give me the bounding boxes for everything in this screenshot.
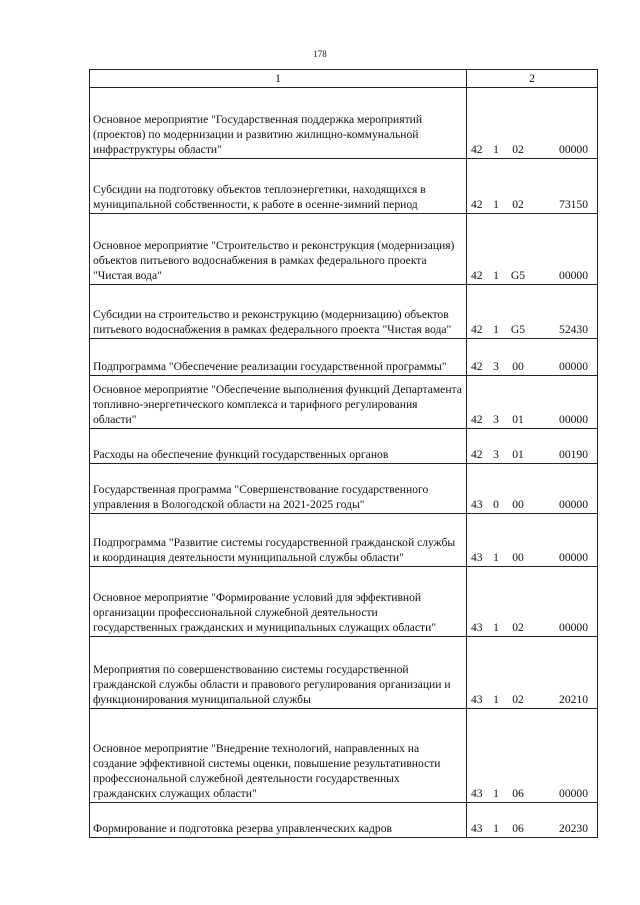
code-program: 43 xyxy=(471,787,483,800)
code-subprogram: 3 xyxy=(493,360,499,373)
row-code xyxy=(467,709,598,803)
code-event: 02 xyxy=(512,693,524,706)
row-description: Подпрограмма "Обеспечение реализации государственной программы" xyxy=(90,339,467,376)
code-program: 42 xyxy=(471,360,483,373)
code-direction: 00000 xyxy=(559,413,588,426)
code-direction: 00190 xyxy=(559,448,588,461)
code-event: 02 xyxy=(512,621,524,634)
code-program: 42 xyxy=(471,323,483,336)
row-code xyxy=(467,88,598,159)
code-subprogram: 3 xyxy=(493,448,499,461)
code-event: G5 xyxy=(510,323,526,336)
row-code xyxy=(467,159,598,214)
code-event: 06 xyxy=(512,787,524,800)
code-event: 00 xyxy=(512,498,524,511)
row-code xyxy=(467,514,598,567)
row-code xyxy=(467,803,598,838)
row-description: Основное мероприятие "Формирование условий для эффективной организации профессиональной служебной деятельности государственных гражданских и муниципальных служащих области" xyxy=(90,567,467,637)
code-program: 42 xyxy=(471,198,483,211)
row-description: Субсидии на строительство и реконструкцию (модернизацию) объектов питьевого водоснабжения в рамках федерального проекта "Чистая вода" xyxy=(90,285,467,339)
code-direction: 73150 xyxy=(559,198,588,211)
row-description: Основное мероприятие "Обеспечение выполнения функций Департамента топливно-энергетического комплекса и тарифного регулирования области" xyxy=(90,376,467,429)
row-code xyxy=(467,464,598,514)
code-subprogram: 1 xyxy=(493,822,499,835)
code-event: 01 xyxy=(512,413,524,426)
code-direction: 00000 xyxy=(559,621,588,634)
code-direction: 52430 xyxy=(559,323,588,336)
row-description: Мероприятия по совершенствованию системы государственной гражданской службы области и правового регулирования организации и функционирования муниципальной службы xyxy=(90,637,467,709)
code-program: 42 xyxy=(471,448,483,461)
code-program: 43 xyxy=(471,621,483,634)
code-direction: 20210 xyxy=(559,693,588,706)
table-row xyxy=(90,709,598,803)
row-code xyxy=(467,376,598,429)
code-direction: 00000 xyxy=(559,787,588,800)
table-row xyxy=(90,567,598,637)
row-description: Основное мероприятие "Строительство и реконструкция (модернизация) объектов питьевого водоснабжения в рамках федерального проекта "Чистая вода" xyxy=(90,214,467,285)
code-program: 43 xyxy=(471,822,483,835)
row-description: Подпрограмма "Развитие системы государственной гражданской службы и координация деятельности муниципальной службы области" xyxy=(90,514,467,567)
table-row xyxy=(90,159,598,214)
table-row xyxy=(90,429,598,464)
code-program: 43 xyxy=(471,498,483,511)
table-row xyxy=(90,88,598,159)
budget-table xyxy=(89,69,598,838)
row-description: Основное мероприятие "Внедрение технологий, направленных на создание эффективной системы оценки, повышение результативности профессиональной служебной деятельности государственных гражданских служащих области" xyxy=(90,709,467,803)
code-direction: 00000 xyxy=(559,143,588,156)
row-description: Формирование и подготовка резерва управленческих кадров xyxy=(90,803,467,838)
code-subprogram: 1 xyxy=(493,269,499,282)
row-description: Государственная программа "Совершенствование государственного управления в Вологодской области на 2021-2025 годы" xyxy=(90,464,467,514)
row-code xyxy=(467,339,598,376)
code-subprogram: 1 xyxy=(493,143,499,156)
table-row xyxy=(90,637,598,709)
code-direction: 00000 xyxy=(559,551,588,564)
code-event: 00 xyxy=(512,551,524,564)
code-event: 01 xyxy=(512,448,524,461)
code-subprogram: 1 xyxy=(493,198,499,211)
code-program: 42 xyxy=(471,143,483,156)
code-event: 02 xyxy=(512,143,524,156)
code-program: 43 xyxy=(471,693,483,706)
page-number: 178 xyxy=(313,49,327,59)
code-subprogram: 1 xyxy=(493,323,499,336)
table-row xyxy=(90,214,598,285)
row-code xyxy=(467,429,598,464)
table-row xyxy=(90,514,598,567)
row-description: Расходы на обеспечение функций государственных органов xyxy=(90,429,467,464)
code-direction: 00000 xyxy=(559,360,588,373)
table-row xyxy=(90,464,598,514)
code-program: 42 xyxy=(471,413,483,426)
code-direction: 00000 xyxy=(559,498,588,511)
code-subprogram: 1 xyxy=(493,621,499,634)
row-description: Основное мероприятие "Государственная поддержка мероприятий (проектов) по модернизации и развитию жилищно-коммунальной инфраструктуры области" xyxy=(90,88,467,159)
code-event: 00 xyxy=(512,360,524,373)
row-code xyxy=(467,214,598,285)
code-event: 06 xyxy=(512,822,524,835)
table-row xyxy=(90,803,598,838)
table-row xyxy=(90,285,598,339)
row-code xyxy=(467,637,598,709)
header-col-2: 2 xyxy=(467,70,598,88)
code-subprogram: 1 xyxy=(493,787,499,800)
table-row xyxy=(90,376,598,429)
code-program: 42 xyxy=(471,269,483,282)
table-row xyxy=(90,339,598,376)
row-code xyxy=(467,285,598,339)
code-direction: 20230 xyxy=(559,822,588,835)
code-subprogram: 3 xyxy=(493,413,499,426)
code-event: 02 xyxy=(512,198,524,211)
header-col-1: 1 xyxy=(90,70,467,88)
code-subprogram: 0 xyxy=(493,498,499,511)
code-direction: 00000 xyxy=(559,269,588,282)
code-subprogram: 1 xyxy=(493,693,499,706)
row-description: Субсидии на подготовку объектов теплоэнергетики, находящихся в муниципальной собственности, к работе в осенне-зимний период xyxy=(90,159,467,214)
table-header-row xyxy=(90,70,598,88)
code-subprogram: 1 xyxy=(493,551,499,564)
code-event: G5 xyxy=(510,269,526,282)
row-code xyxy=(467,567,598,637)
code-program: 43 xyxy=(471,551,483,564)
